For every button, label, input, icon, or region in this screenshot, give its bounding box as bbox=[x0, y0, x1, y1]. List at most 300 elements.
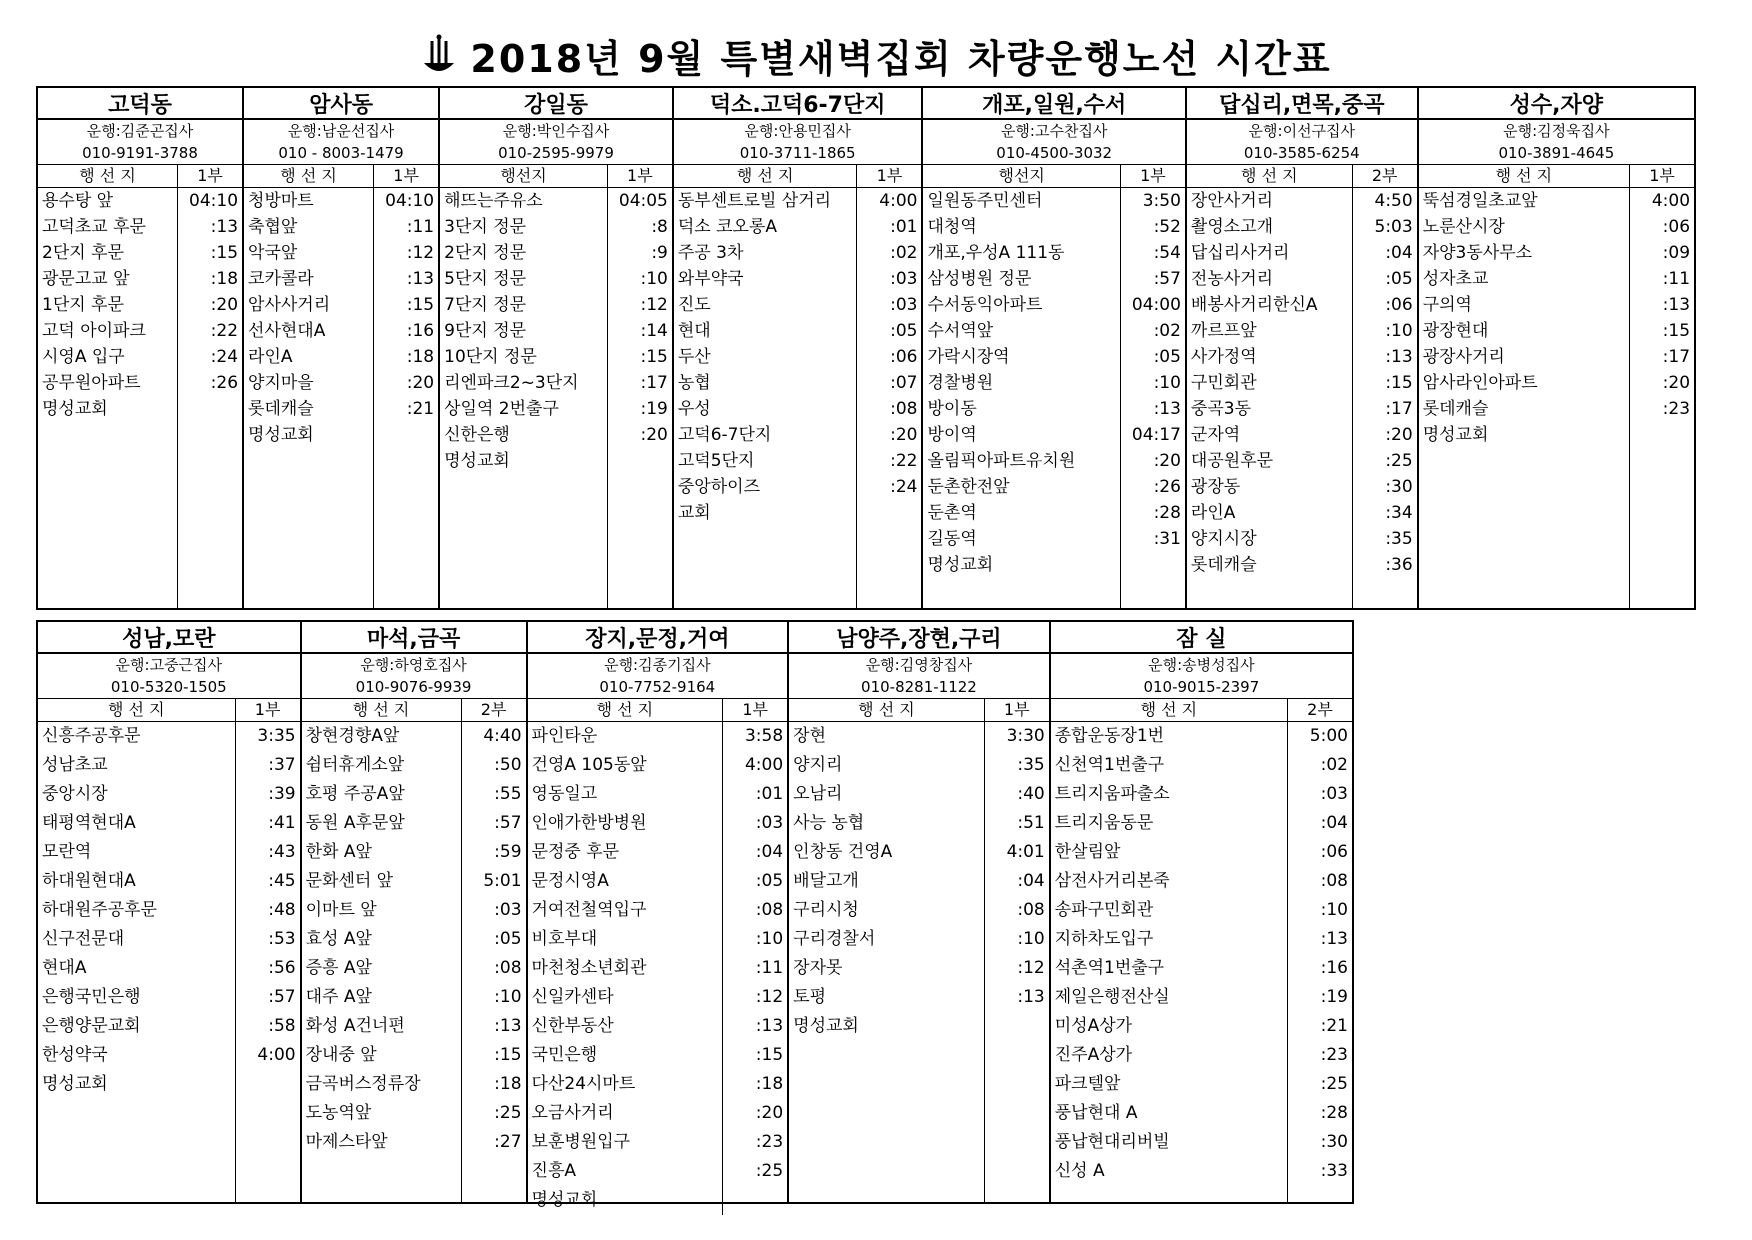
part-header: 1부 bbox=[178, 165, 242, 188]
stop-name: 은행국민은행 bbox=[42, 987, 141, 1007]
stop-name: 비호부대 bbox=[531, 929, 598, 949]
driver-label: 운행:김준곤집사 bbox=[86, 122, 194, 140]
stop-time: :17 bbox=[1385, 399, 1413, 419]
stop-name: 명성교회 bbox=[531, 1190, 598, 1210]
stop-time: :23 bbox=[1662, 399, 1691, 419]
stop-time: :30 bbox=[1320, 1132, 1348, 1152]
stop-name: 종합운동장1번 bbox=[1054, 726, 1165, 746]
stop-name: 주공 3차 bbox=[677, 243, 744, 263]
stop-name: 보훈병원입구 bbox=[531, 1132, 631, 1152]
route-schedule bbox=[38, 699, 300, 1202]
stop-time: :18 bbox=[210, 269, 239, 289]
stop-name: 와부약국 bbox=[677, 269, 744, 289]
stop-name: 중앙하이즈 bbox=[677, 477, 760, 497]
stop-time: 3:50 bbox=[1142, 191, 1181, 211]
stop-name: 둔촌한전앞 bbox=[927, 477, 1010, 497]
stops-column bbox=[1419, 165, 1630, 608]
route-info bbox=[1419, 120, 1694, 165]
stop-time: :56 bbox=[268, 958, 296, 978]
stops-header: 행 선 지 bbox=[302, 699, 461, 722]
stop-time: :48 bbox=[268, 900, 296, 920]
stop-time: :08 bbox=[1320, 871, 1348, 891]
stop-time: :27 bbox=[494, 1132, 522, 1152]
stop-name: 풍납현대리버빌 bbox=[1054, 1132, 1170, 1152]
times-column bbox=[608, 165, 672, 608]
stop-time: :15 bbox=[210, 243, 239, 263]
stop-time: :25 bbox=[1385, 451, 1413, 471]
stop-name: 파크텔앞 bbox=[1054, 1074, 1121, 1094]
stop-time: :13 bbox=[494, 1016, 522, 1036]
stop-name: 명성교회 bbox=[793, 1016, 859, 1036]
stop-name: 리엔파크2~3단지 bbox=[444, 373, 579, 393]
stops-header: 행선지 bbox=[440, 165, 607, 188]
stops-column bbox=[440, 165, 608, 608]
stop-name: 문화센터 앞 bbox=[305, 871, 394, 891]
stop-time: :15 bbox=[406, 295, 435, 315]
stop-name: 마제스타앞 bbox=[305, 1132, 388, 1152]
stop-time: :26 bbox=[210, 373, 239, 393]
stop-time: :57 bbox=[268, 987, 296, 1007]
stop-time: 04:00 bbox=[1131, 295, 1181, 315]
stop-name: 광문고교 앞 bbox=[42, 269, 130, 289]
stop-name: 촬영소고개 bbox=[1190, 217, 1274, 237]
stop-time: :15 bbox=[1662, 321, 1691, 341]
stop-name: 고덕 아이파크 bbox=[42, 321, 146, 341]
stop-name: 두산 bbox=[677, 347, 711, 367]
stop-time: :11 bbox=[406, 217, 435, 237]
stop-name: 화성 A건너편 bbox=[305, 1016, 405, 1036]
part-header: 1부 bbox=[723, 699, 787, 722]
stop-name: 명성교회 bbox=[927, 555, 994, 575]
driver-label: 운행:안용민집사 bbox=[744, 122, 851, 140]
route-name: 강일동 bbox=[440, 88, 672, 120]
stop-name: 방이동 bbox=[927, 399, 977, 419]
stop-name: 동부센트로빌 삼거리 bbox=[677, 191, 832, 211]
stop-name: 라인A bbox=[1190, 503, 1236, 523]
stop-time: :20 bbox=[1385, 425, 1413, 445]
driver-label: 운행:하영호집사 bbox=[360, 656, 467, 674]
stops-column bbox=[1051, 699, 1288, 1202]
stop-name: 대청역 bbox=[927, 217, 977, 237]
stop-time: :21 bbox=[1320, 1016, 1348, 1036]
stop-time: :12 bbox=[755, 987, 784, 1007]
route-schedule bbox=[302, 699, 526, 1202]
stop-name: 한살림앞 bbox=[1054, 842, 1121, 862]
stop-name: 태평역현대A bbox=[42, 813, 136, 833]
stop-name: 뚝섬경일초교앞 bbox=[1422, 191, 1538, 211]
stop-name: 영동일고 bbox=[531, 784, 598, 804]
route-name: 남양주,장현,구리 bbox=[789, 622, 1049, 654]
stop-time: :13 bbox=[1385, 347, 1413, 367]
stop-time: 04:05 bbox=[618, 191, 668, 211]
route-column bbox=[438, 86, 672, 610]
stop-time: :15 bbox=[494, 1045, 522, 1065]
stop-time: 4:40 bbox=[483, 726, 522, 746]
stop-name: 금곡버스정류장 bbox=[305, 1074, 421, 1094]
stop-name: 고덕6-7단지 bbox=[677, 425, 772, 445]
stop-name: 3단지 정문 bbox=[444, 217, 527, 237]
stop-name: 구민회관 bbox=[1190, 373, 1257, 393]
stop-time: :12 bbox=[640, 295, 668, 315]
page-title-bar bbox=[0, 30, 1752, 80]
stop-name: 둔촌역 bbox=[927, 503, 977, 523]
stop-time: :13 bbox=[1153, 399, 1181, 419]
part-header: 1부 bbox=[1121, 165, 1185, 188]
stop-name: 미성A상가 bbox=[1054, 1016, 1133, 1036]
stop-name: 길동역 bbox=[927, 529, 977, 549]
stop-time: :59 bbox=[494, 842, 522, 862]
stop-time: :02 bbox=[1153, 321, 1181, 341]
stop-time: :26 bbox=[1153, 477, 1181, 497]
part-header: 1부 bbox=[374, 165, 438, 188]
route-column bbox=[672, 86, 922, 610]
stop-time: :37 bbox=[268, 755, 296, 775]
stop-name: 장안사거리 bbox=[1190, 191, 1274, 211]
route-schedule bbox=[923, 165, 1184, 608]
stop-name: 방이역 bbox=[927, 425, 977, 445]
stop-time: :17 bbox=[640, 373, 668, 393]
route-name: 개포,일원,수서 bbox=[923, 88, 1184, 120]
part-header: 1부 bbox=[1630, 165, 1694, 188]
page-title: 2018년 9월 특별새벽집회 차량운행노선 시간표 bbox=[470, 36, 1332, 81]
route-name: 고덕동 bbox=[38, 88, 242, 120]
stop-time: :23 bbox=[755, 1132, 784, 1152]
stop-time: :12 bbox=[406, 243, 435, 263]
stop-name: 광장동 bbox=[1190, 477, 1241, 497]
stop-time: :10 bbox=[640, 269, 668, 289]
stop-time: :51 bbox=[1017, 813, 1045, 833]
stop-name: 삼성병원 정문 bbox=[927, 269, 1032, 289]
stop-time: :20 bbox=[210, 295, 239, 315]
stop-name: 장내중 앞 bbox=[305, 1045, 377, 1065]
stop-time: :18 bbox=[494, 1074, 522, 1094]
stop-time bbox=[236, 1070, 300, 1099]
stop-name: 5단지 정문 bbox=[444, 269, 527, 289]
part-header: 2부 bbox=[1353, 165, 1417, 188]
stop-name: 수서동익아파트 bbox=[927, 295, 1043, 315]
stop-name: 한성약국 bbox=[42, 1045, 108, 1065]
stops-column bbox=[38, 165, 178, 608]
stop-time: 4:00 bbox=[1651, 191, 1691, 211]
stop-name: 라인A bbox=[248, 347, 293, 367]
stops-column bbox=[302, 699, 462, 1202]
stop-time: 3:35 bbox=[257, 726, 296, 746]
stop-time: :30 bbox=[1385, 477, 1413, 497]
route-column bbox=[526, 620, 788, 1210]
stop-time: :22 bbox=[210, 321, 239, 341]
driver-phone: 010-9015-2397 bbox=[1143, 678, 1260, 696]
stop-name: 사가정역 bbox=[1190, 347, 1257, 367]
stop-name: 신천역1번출구 bbox=[1054, 755, 1165, 775]
stop-time bbox=[608, 448, 672, 474]
stop-time: :04 bbox=[1385, 243, 1413, 263]
route-schedule bbox=[789, 699, 1049, 1202]
stop-time: :15 bbox=[755, 1045, 784, 1065]
stop-name: 도농역앞 bbox=[305, 1103, 372, 1123]
driver-phone: 010-9191-3788 bbox=[82, 144, 198, 162]
stop-name: 오남리 bbox=[793, 784, 843, 804]
stop-name: 은행양문교회 bbox=[42, 1016, 141, 1036]
stop-name: 가락시장역 bbox=[927, 347, 1010, 367]
stop-time: :05 bbox=[1385, 269, 1413, 289]
stop-time: :35 bbox=[1017, 755, 1045, 775]
stop-time: :24 bbox=[210, 347, 239, 367]
stops-header: 행 선 지 bbox=[38, 699, 235, 722]
stop-time: 4:00 bbox=[744, 755, 784, 775]
route-info bbox=[38, 654, 300, 699]
stop-name: 자양3동사무소 bbox=[1422, 243, 1533, 263]
driver-phone: 010-4500-3032 bbox=[996, 144, 1113, 162]
stop-time: :52 bbox=[1153, 217, 1181, 237]
stop-name: 10단지 정문 bbox=[444, 347, 537, 367]
stop-time: :03 bbox=[890, 269, 918, 289]
stop-name: 문정시영A bbox=[531, 871, 609, 891]
times-column bbox=[723, 699, 787, 1215]
stop-time: 04:10 bbox=[189, 191, 239, 211]
stop-time: :05 bbox=[755, 871, 784, 891]
times-column bbox=[1121, 165, 1185, 608]
stop-name: 거여전철역입구 bbox=[531, 900, 647, 920]
stop-time: :21 bbox=[406, 399, 435, 419]
stop-time: :40 bbox=[1017, 784, 1045, 804]
route-info bbox=[1187, 120, 1417, 165]
stop-name: 풍납현대 A bbox=[1054, 1103, 1138, 1123]
stop-time: :10 bbox=[494, 987, 522, 1007]
stop-time: :19 bbox=[640, 399, 668, 419]
stop-time: :04 bbox=[1017, 871, 1045, 891]
stop-name: 모란역 bbox=[42, 842, 92, 862]
route-info bbox=[674, 120, 922, 165]
stops-column bbox=[674, 165, 858, 608]
route-column bbox=[36, 620, 300, 1204]
stop-time: 5:00 bbox=[1309, 726, 1348, 746]
stop-time: :35 bbox=[1385, 529, 1413, 549]
stop-name: 광장현대 bbox=[1422, 321, 1489, 341]
part-header: 2부 bbox=[462, 699, 526, 722]
stops-header: 행 선 지 bbox=[1419, 165, 1629, 188]
stop-name: 사능 농협 bbox=[793, 813, 865, 833]
route-schedule bbox=[38, 165, 242, 608]
stop-time: :10 bbox=[1017, 929, 1045, 949]
stop-time: :8 bbox=[651, 217, 668, 237]
stop-name: 고덕5단지 bbox=[677, 451, 755, 471]
route-schedule bbox=[440, 165, 672, 608]
stops-header: 행 선 지 bbox=[528, 699, 723, 722]
stop-name: 우성 bbox=[677, 399, 711, 419]
stop-time: :10 bbox=[755, 929, 784, 949]
stop-name: 시영A 입구 bbox=[42, 347, 125, 367]
stop-time: :20 bbox=[1153, 451, 1181, 471]
stop-time bbox=[723, 1186, 787, 1215]
stop-time: :20 bbox=[640, 425, 668, 445]
stop-name: 고덕초교 후문 bbox=[42, 217, 146, 237]
times-column bbox=[1630, 165, 1694, 608]
stop-name: 신한은행 bbox=[444, 425, 510, 445]
stops-header: 행 선 지 bbox=[38, 165, 177, 188]
stop-name: 트리지움동문 bbox=[1054, 813, 1154, 833]
route-name: 암사동 bbox=[244, 88, 438, 120]
stop-name: 2단지 후문 bbox=[42, 243, 124, 263]
stop-name: 성자초교 bbox=[1422, 269, 1489, 289]
stop-name: 암사라인아파트 bbox=[1422, 373, 1538, 393]
stop-name: 상일역 2번출구 bbox=[444, 399, 559, 419]
stop-time: :10 bbox=[1385, 321, 1413, 341]
stops-header: 행 선 지 bbox=[1051, 699, 1287, 722]
stop-time bbox=[1121, 552, 1185, 578]
stop-time: 4:50 bbox=[1374, 191, 1413, 211]
stops-header: 행 선 지 bbox=[789, 699, 984, 722]
stop-name: 명성교회 bbox=[42, 1074, 108, 1094]
stop-time: :13 bbox=[406, 269, 435, 289]
stop-time: :31 bbox=[1153, 529, 1181, 549]
stop-time: 5:01 bbox=[483, 871, 522, 891]
stop-name: 건영A 105동앞 bbox=[531, 755, 647, 775]
stop-name: 현대 bbox=[677, 321, 711, 341]
stop-time: :05 bbox=[890, 321, 918, 341]
stop-name: 성남초교 bbox=[42, 755, 108, 775]
driver-phone: 010-3585-6254 bbox=[1243, 144, 1360, 162]
route-schedule bbox=[674, 165, 922, 608]
stop-time: 5:03 bbox=[1374, 217, 1413, 237]
stop-time: :57 bbox=[1153, 269, 1181, 289]
stops-column bbox=[528, 699, 724, 1215]
stop-time: :13 bbox=[210, 217, 239, 237]
driver-label: 운행:이선구집사 bbox=[1248, 122, 1356, 140]
stop-name: 교회 bbox=[677, 503, 711, 523]
stop-time: :9 bbox=[651, 243, 668, 263]
route-info bbox=[528, 654, 788, 699]
stop-time: 4:01 bbox=[1006, 842, 1045, 862]
stop-time: :18 bbox=[406, 347, 435, 367]
times-column bbox=[178, 165, 242, 608]
stop-time bbox=[1630, 422, 1694, 448]
stop-name: 수서역앞 bbox=[927, 321, 994, 341]
part-header: 1부 bbox=[985, 699, 1049, 722]
stop-name: 진흥A bbox=[531, 1161, 577, 1181]
stops-header: 행 선 지 bbox=[244, 165, 373, 188]
stop-name: 경찰병원 bbox=[927, 373, 994, 393]
stop-name: 창현경향A앞 bbox=[305, 726, 400, 746]
times-column bbox=[1353, 165, 1417, 608]
driver-phone: 010-9076-9939 bbox=[355, 678, 472, 696]
stop-time: :45 bbox=[268, 871, 296, 891]
times-column bbox=[374, 165, 438, 608]
stop-name: 석촌역1번출구 bbox=[1054, 958, 1165, 978]
stop-name: 진도 bbox=[677, 295, 711, 315]
stop-name: 제일은행전산실 bbox=[1054, 987, 1170, 1007]
stop-name: 1단지 후문 bbox=[42, 295, 124, 315]
stop-name: 올림픽아파트유치원 bbox=[927, 451, 1076, 471]
stop-time: :58 bbox=[268, 1016, 296, 1036]
stop-time: :15 bbox=[1385, 373, 1413, 393]
stop-name: 코카콜라 bbox=[248, 269, 314, 289]
stop-name: 진주A상가 bbox=[1054, 1045, 1133, 1065]
stop-time: :06 bbox=[1662, 217, 1691, 237]
stop-name: 신성 A bbox=[1054, 1161, 1105, 1181]
stop-name: 호평 주공A앞 bbox=[305, 784, 405, 804]
stop-time: :14 bbox=[640, 321, 668, 341]
stop-name: 구의역 bbox=[1422, 295, 1472, 315]
stop-name: 중곡3동 bbox=[1190, 399, 1252, 419]
route-column bbox=[921, 86, 1184, 610]
stop-time: :28 bbox=[1320, 1103, 1348, 1123]
times-column bbox=[985, 699, 1049, 1202]
stop-time: :43 bbox=[268, 842, 296, 862]
stop-time: :25 bbox=[1320, 1074, 1348, 1094]
driver-phone: 010-7752-9164 bbox=[599, 678, 716, 696]
driver-label: 운행:김종기집사 bbox=[604, 656, 711, 674]
stop-name: 토평 bbox=[793, 987, 826, 1007]
times-column bbox=[236, 699, 300, 1202]
stop-time: :08 bbox=[890, 399, 918, 419]
stop-name: 국민은행 bbox=[531, 1045, 598, 1065]
stop-time: :06 bbox=[890, 347, 918, 367]
top-routes-table bbox=[36, 86, 1696, 610]
stop-time: :16 bbox=[1320, 958, 1348, 978]
stop-name: 명성교회 bbox=[444, 451, 510, 471]
driver-phone: 010-5320-1505 bbox=[110, 678, 227, 696]
stop-name: 증흥 A앞 bbox=[305, 958, 372, 978]
driver-phone: 010-2595-9979 bbox=[498, 144, 614, 162]
times-column bbox=[857, 165, 921, 608]
stop-name: 중앙시장 bbox=[42, 784, 108, 804]
stop-time: :23 bbox=[1320, 1045, 1348, 1065]
route-name: 잠 실 bbox=[1051, 622, 1352, 654]
stop-name: 신일카센타 bbox=[531, 987, 614, 1007]
stop-time: :13 bbox=[1017, 987, 1045, 1007]
stop-name: 파인타운 bbox=[531, 726, 598, 746]
route-info bbox=[440, 120, 672, 165]
stop-name: 송파구민회관 bbox=[1054, 900, 1154, 920]
stop-name: 마천청소년회관 bbox=[531, 958, 647, 978]
stop-time: :33 bbox=[1320, 1161, 1348, 1181]
driver-label: 운행:고중근집사 bbox=[115, 656, 223, 674]
stop-name: 2단지 정문 bbox=[444, 243, 527, 263]
stop-name: 청방마트 bbox=[248, 191, 314, 211]
stop-name: 답십리사거리 bbox=[1190, 243, 1290, 263]
stop-time: :02 bbox=[890, 243, 918, 263]
route-info bbox=[302, 654, 526, 699]
route-column bbox=[36, 86, 242, 610]
stop-name: 9단지 정문 bbox=[444, 321, 527, 341]
stop-name: 신한부동산 bbox=[531, 1016, 614, 1036]
stop-time: :54 bbox=[1153, 243, 1181, 263]
stop-name: 쉼터휴게소앞 bbox=[305, 755, 405, 775]
route-name: 성남,모란 bbox=[38, 622, 300, 654]
stop-time: :02 bbox=[1320, 755, 1348, 775]
route-info bbox=[923, 120, 1184, 165]
stop-name: 공무원아파트 bbox=[42, 373, 141, 393]
stop-name: 장현 bbox=[793, 726, 826, 746]
stop-name: 7단지 정문 bbox=[444, 295, 527, 315]
stop-name: 대주 A앞 bbox=[305, 987, 372, 1007]
stops-header: 행 선 지 bbox=[1187, 165, 1352, 188]
stop-time: :20 bbox=[406, 373, 435, 393]
stop-name: 롯데캐슬 bbox=[248, 399, 314, 419]
stop-time: :05 bbox=[494, 929, 522, 949]
stop-time: 3:30 bbox=[1006, 726, 1045, 746]
stop-name: 암사사거리 bbox=[248, 295, 331, 315]
stop-time: :36 bbox=[1385, 555, 1413, 575]
part-header: 1부 bbox=[608, 165, 672, 188]
stop-time: :34 bbox=[1385, 503, 1413, 523]
stops-header: 행선지 bbox=[923, 165, 1119, 188]
part-header: 1부 bbox=[857, 165, 921, 188]
stop-time: :20 bbox=[755, 1103, 784, 1123]
stop-time bbox=[857, 500, 921, 526]
stop-time bbox=[985, 1012, 1049, 1041]
driver-phone: 010-3891-4645 bbox=[1498, 144, 1615, 162]
